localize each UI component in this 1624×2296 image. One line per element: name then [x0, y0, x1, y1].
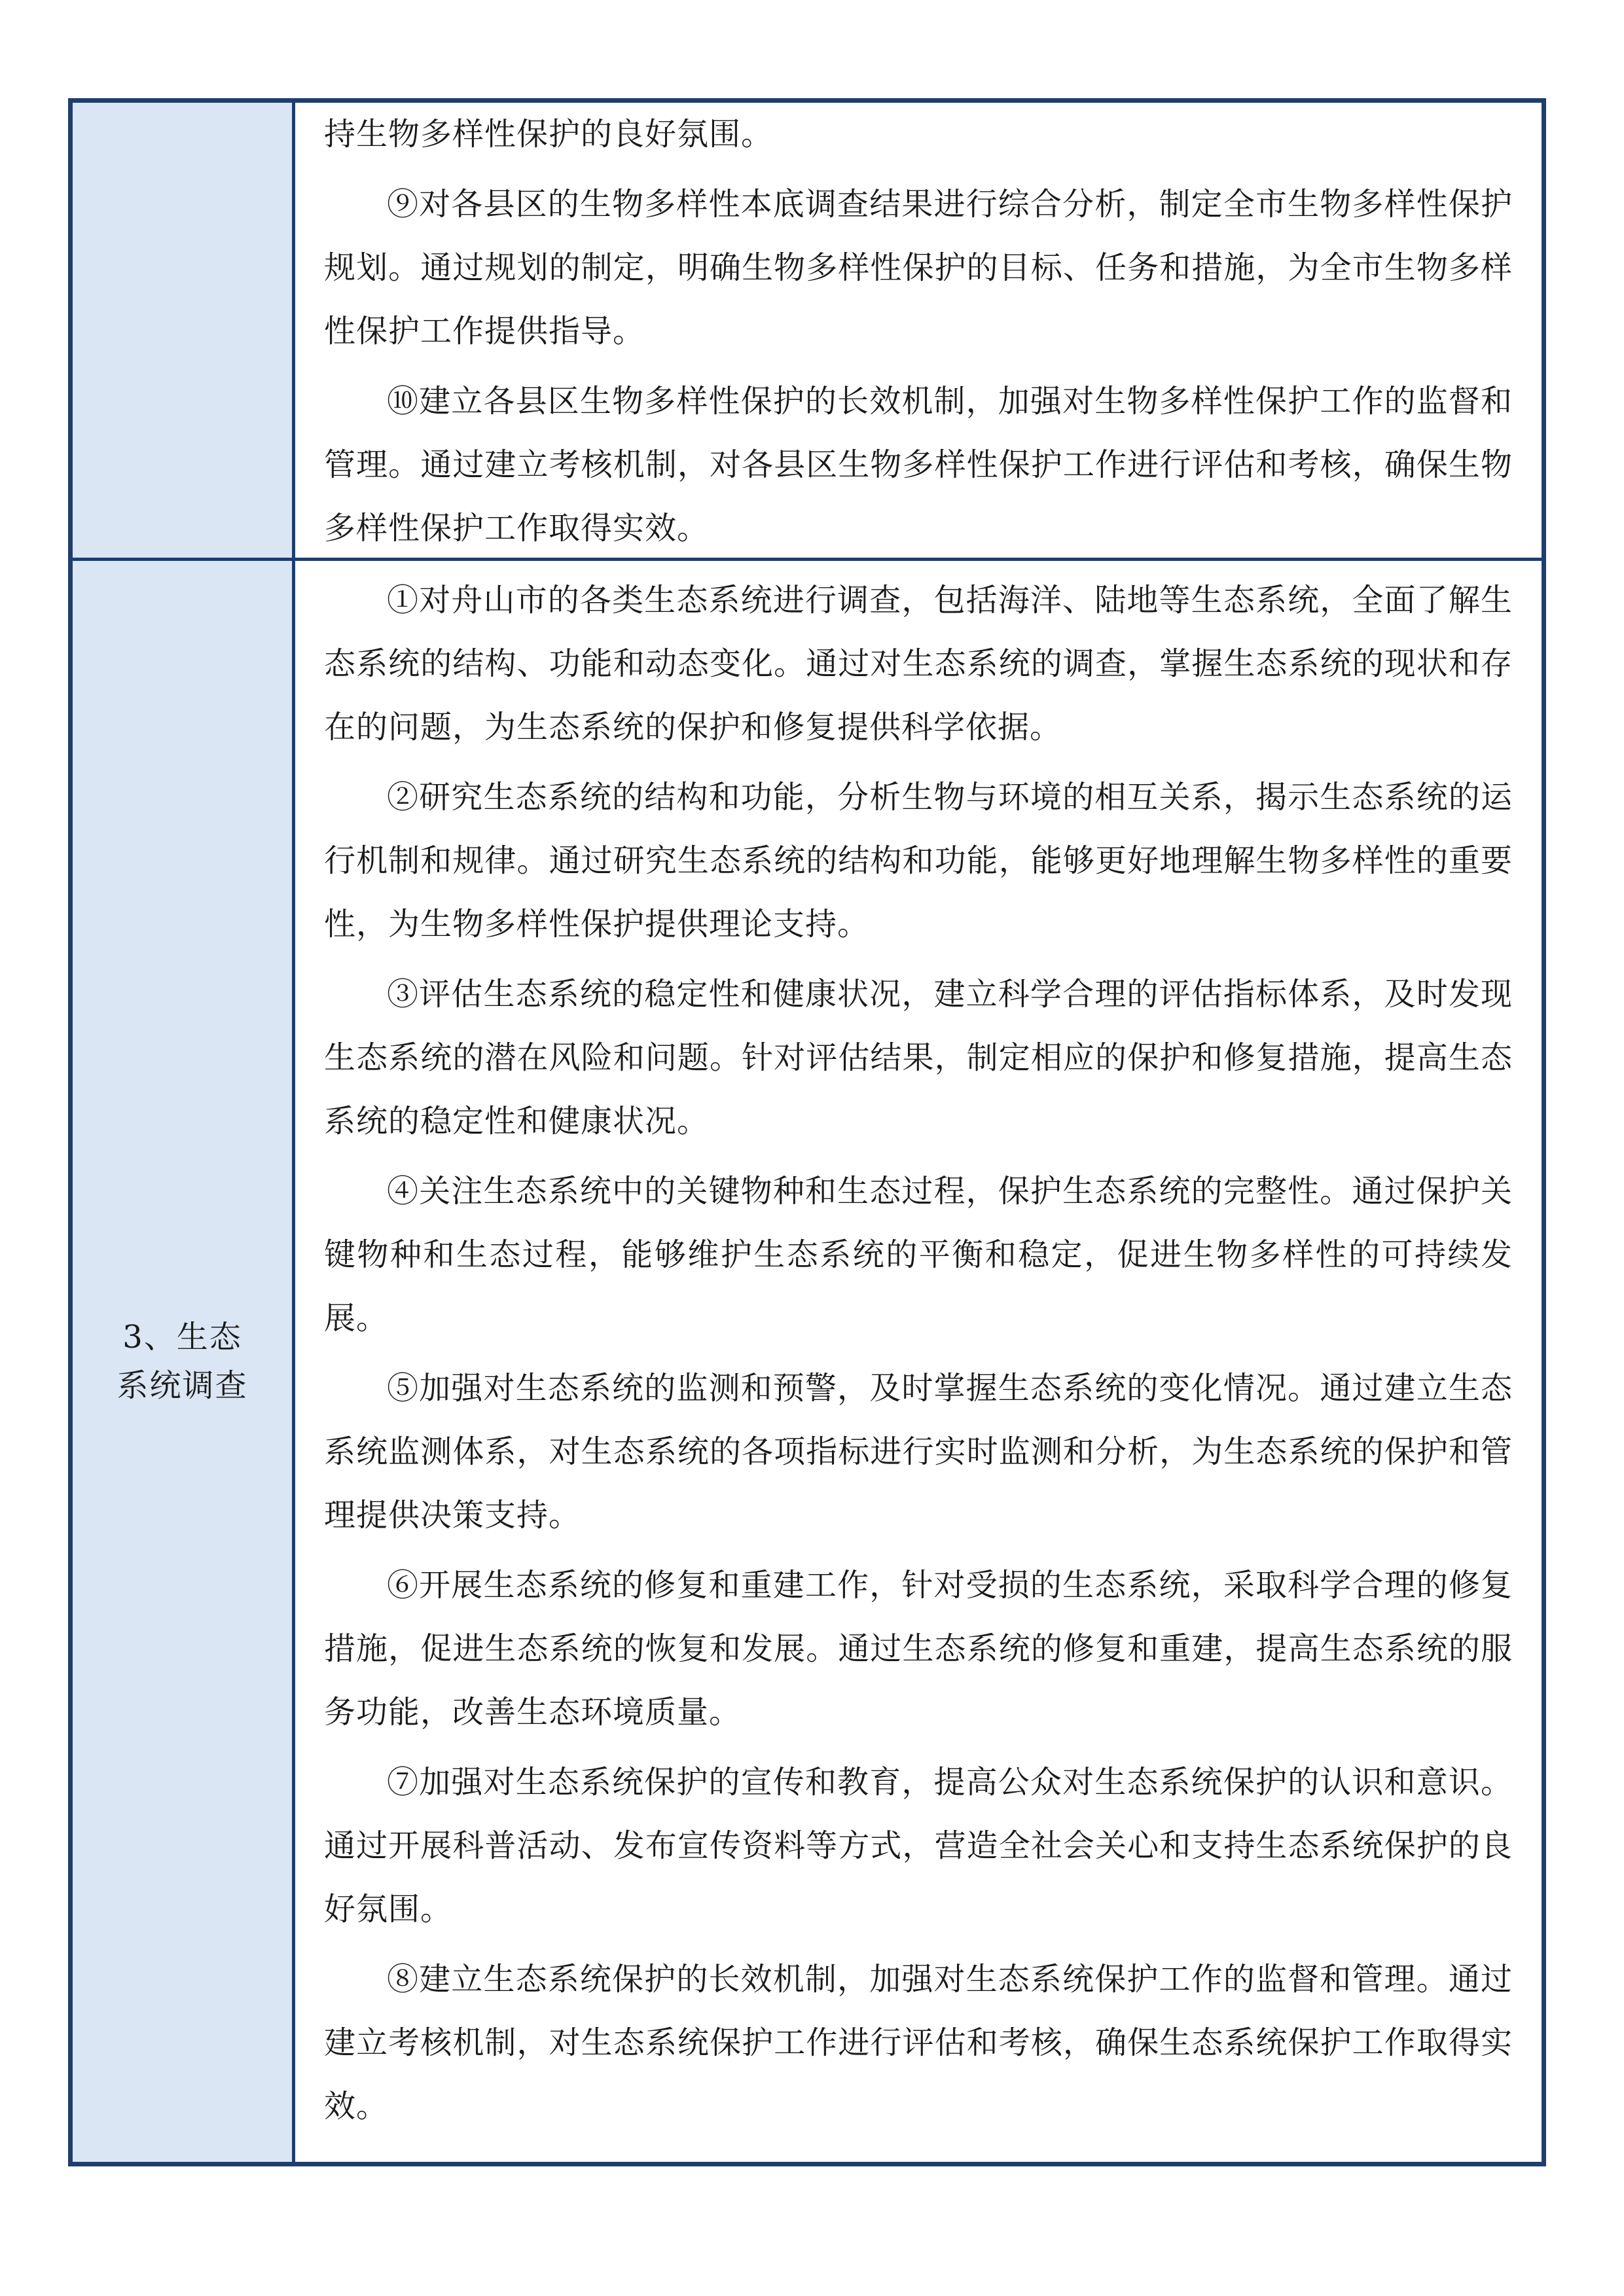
row-label-cell: [73, 561, 295, 2162]
paragraph: ⑦加强对生态系统保护的宣传和教育，提高公众对生态系统保护的认识和意识。通过开展科普活动、发布宣传资料等方式，营造全社会关心和支持生态系统保护的良好氛围。: [324, 1764, 1513, 1928]
paragraph: ⑩建立各县区生物多样性保护的长效机制，加强对生物多样性保护工作的监督和管理。通过建立考核机制，对各县区生物多样性保护工作进行评估和考核，确保生物多样性保护工作取得实效。: [324, 383, 1513, 547]
paragraph: ⑤加强对生态系统的监测和预警，及时掌握生态系统的变化情况。通过建立生态系统监测体系，对生态系统的各项指标进行实时监测和分析，为生态系统的保护和管理提供决策支持。: [324, 1370, 1513, 1534]
row-content-cell: [295, 561, 1542, 2162]
paragraph: 持生物多样性保护的良好氛围。: [324, 116, 774, 152]
row-content-cell: [295, 103, 1542, 561]
paragraph: ④关注生态系统中的关键物种和生态过程，保护生态系统的完整性。通过保护关键物种和生态过程，能够维护生态系统的平衡和稳定，促进生物多样性的可持续发展。: [324, 1173, 1513, 1336]
paragraph: ③评估生态系统的稳定性和健康状况，建立科学合理的评估指标体系，及时发现生态系统的潜在风险和问题。针对评估结果，制定相应的保护和修复措施，提高生态系统的稳定性和健康状况。: [324, 976, 1513, 1139]
paragraph: ①对舟山市的各类生态系统进行调查，包括海洋、陆地等生态系统，全面了解生态系统的结构、功能和动态变化。通过对生态系统的调查，掌握生态系统的现状和存在的问题，为生态系统的保护和修复提供科学依据。: [324, 582, 1513, 745]
row-label-cell: [73, 103, 295, 561]
paragraph: ⑥开展生态系统的修复和重建工作，针对受损的生态系统，采取科学合理的修复措施，促进生态系统的恢复和发展。通过生态系统的修复和重建，提高生态系统的服务功能，改善生态环境质量。: [324, 1567, 1513, 1731]
content-table: [68, 98, 1546, 2166]
paragraph: ②研究生态系统的结构和功能，分析生物与环境的相互关系，揭示生态系统的运行机制和规律。通过研究生态系统的结构和功能，能够更好地理解生物多样性的重要性，为生物多样性保护提供理论支持。: [324, 779, 1513, 942]
paragraph: ⑨对各县区的生物多样性本底调查结果进行综合分析，制定全市生物多样性保护规划。通过规划的制定，明确生物多样性保护的目标、任务和措施，为全市生物多样性保护工作提供指导。: [324, 186, 1513, 350]
row-label: 3、生态系统调查: [117, 1319, 248, 1404]
paragraph: ⑧建立生态系统保护的长效机制，加强对生态系统保护工作的监督和管理。通过建立考核机制，对生态系统保护工作进行评估和考核，确保生态系统保护工作取得实效。: [324, 1961, 1513, 2125]
